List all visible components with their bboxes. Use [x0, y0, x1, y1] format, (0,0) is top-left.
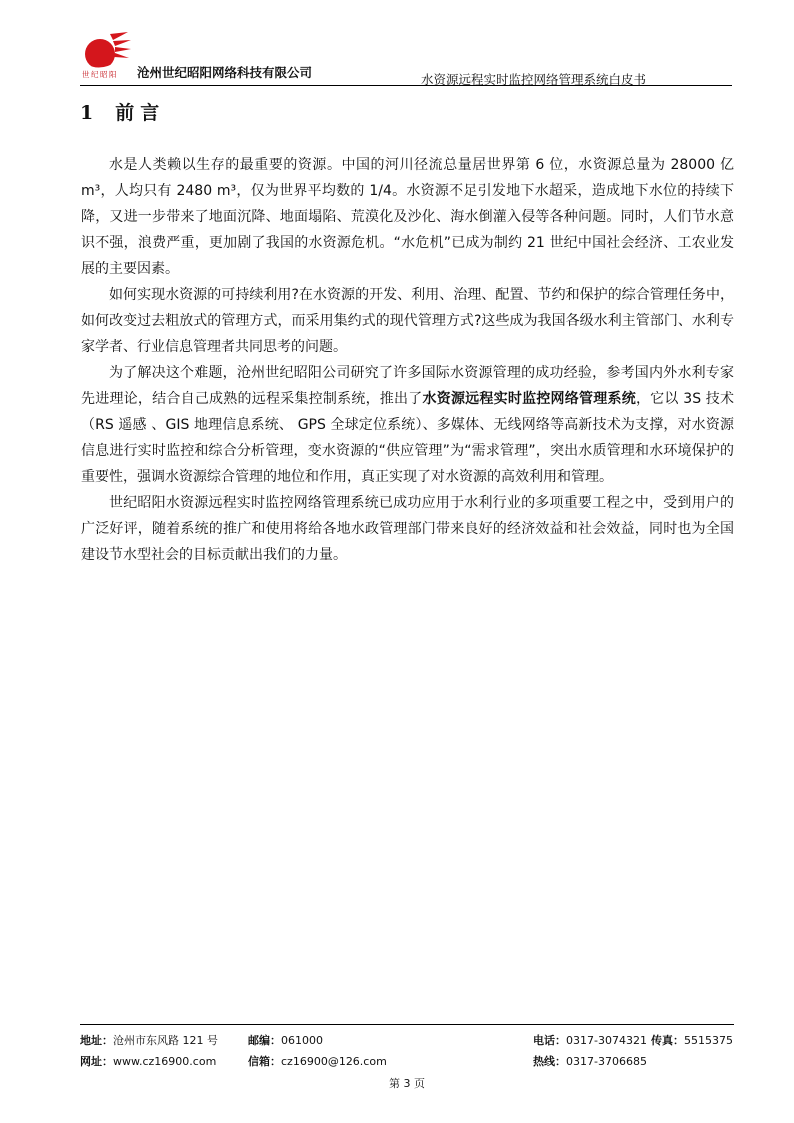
phone-label: 电话：	[533, 1034, 566, 1047]
section-number: 1	[80, 102, 94, 124]
page-header	[80, 28, 732, 88]
document-title: 水资源远程实时监控网络管理系统白皮书	[420, 72, 646, 87]
logo-caption: 世纪昭阳	[82, 70, 118, 79]
document-body	[81, 152, 734, 568]
paragraph-text: ，它以 3S 技术（RS 遥感 、GIS 地理信息系统、 GPS 全球定位系统）、多媒体、无线网络等高新技术为支撑，对水资源信息进行实时监控和综合分析管理，变水资源的“供应管理”为“需求管理”，突出水质管理和水环境保护的重要性，强调水资源综合管理的地位和作用，真正实现了对水资源的高效利用和管理。	[81, 391, 735, 485]
email-link[interactable]: cz16900@126.com	[281, 1055, 387, 1068]
paragraph: 世纪昭阳水资源远程实时监控网络管理系统已成功应用于水利行业的多项重要工程之中，受到用户的广泛好评，随着系统的推广和使用将给各地水政管理部门带来良好的经济效益和社会效益，同时也为全国建设节水型社会的目标贡献出我们的力量。	[81, 495, 734, 563]
section-heading	[80, 98, 165, 125]
phone: 0317-3074321	[566, 1034, 647, 1047]
header-divider	[80, 85, 732, 86]
fax: 5515375	[684, 1034, 733, 1047]
page-number: 第 3 页	[389, 1077, 425, 1090]
website-label: 网址：	[80, 1055, 113, 1068]
paragraph	[81, 360, 734, 490]
email-label: 信箱：	[248, 1055, 281, 1068]
paragraph-text: 为了解决这个难题，沧州世纪昭阳公司研究了许多国际水资源管理的成功经验，参考国内外水利专家先进理论，结合自己成熟的远程采集控制系统，推出了	[81, 365, 734, 407]
footer-divider	[80, 1024, 734, 1025]
website-link[interactable]: www.cz16900.com	[113, 1055, 217, 1068]
hotline-label: 热线：	[533, 1055, 566, 1068]
paragraph: 水是人类赖以生存的最重要的资源。中国的河川径流总量居世界第 6 位，水资源总量为 28000 亿 m³，人均只有 2480 m³，仅为世界平均数的 1/4。水资源不足引发地下水超采，造成地下水位的持续下降，又进一步带来了地面沉降、地面塌陷、荒漠化及沙化、海水倒灌入侵等各种问题。同时，人们节水意识不强，浪费严重，更加剧了我国的水资源危机。“水危机”已成为制约 21 世纪中国社会经济、工农业发展的主要因素。	[81, 157, 734, 277]
hotline: 0317-3706685	[566, 1055, 647, 1068]
postcode: 061000	[281, 1034, 323, 1047]
address-label: 地址：	[80, 1034, 113, 1047]
company-name: 沧州世纪昭阳网络科技有限公司	[137, 65, 313, 80]
paragraph: 如何实现水资源的可持续利用?在水资源的开发、利用、治理、配置、节约和保护的综合管理任务中，如何改变过去粗放式的管理方式，而采用集约式的现代管理方式?这些成为我国各级水利主管部门、水利专家学者、行业信息管理者共同思考的问题。	[81, 287, 734, 355]
section-title: 前言	[115, 102, 166, 124]
product-name: 水资源远程实时监控网络管理系统	[422, 391, 636, 407]
postcode-label: 邮编：	[248, 1034, 281, 1047]
fax-label: 传真：	[651, 1034, 684, 1047]
address: 沧州市东风路 121 号	[113, 1034, 218, 1047]
